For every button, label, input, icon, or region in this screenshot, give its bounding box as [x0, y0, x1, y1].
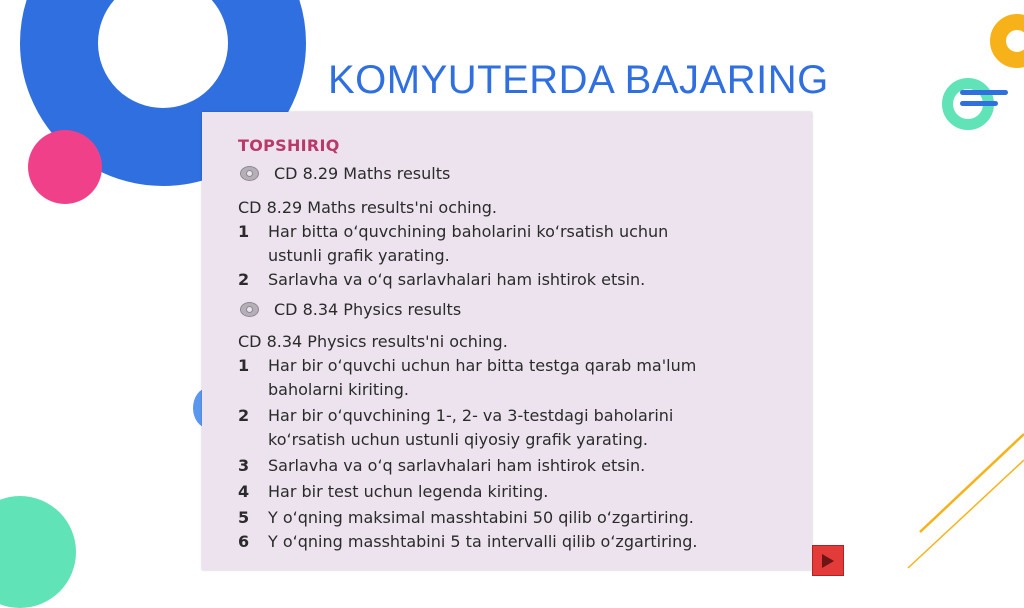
cd2-open-text: CD 8.34 Physics results'ni oching.	[238, 332, 508, 351]
pink-circle-decoration	[28, 130, 102, 204]
green-circle-decoration	[0, 496, 76, 608]
cd2-label: CD 8.34 Physics results	[274, 300, 462, 319]
cd-disc-icon	[238, 166, 260, 181]
cd1-row	[238, 164, 450, 183]
cd2-step-3: 3 Sarlavha va o‘q sarlavhalari ham ishtirok etsin.	[238, 456, 646, 475]
cd1-step-1: 1 Har bitta o‘quvchining baholarini ko‘rsatish uchun	[238, 222, 669, 241]
cd2-step-6: 6 Y o‘qning masshtabini 5 ta intervalli qilib o‘zgartiring.	[238, 532, 698, 551]
cd2-step-1-cont: baholarni kiriting.	[268, 380, 409, 399]
cd-disc-icon	[238, 302, 260, 317]
next-slide-button[interactable]	[812, 545, 844, 576]
cd2-row	[238, 300, 461, 319]
cd1-step-1-cont: ustunli grafik yarating.	[268, 246, 450, 265]
cd2-step-2: 2 Har bir o‘quvchining 1-, 2- va 3-testdagi baholarini	[238, 406, 674, 425]
task-heading: TOPSHIRIQ	[238, 136, 340, 155]
play-triangle-icon	[822, 554, 834, 568]
blue-bar-decoration-short	[960, 101, 998, 106]
blue-bar-decoration	[960, 90, 1008, 95]
cd2-step-4: 4 Har bir test uchun legenda kiriting.	[238, 482, 549, 501]
yellow-ring-decoration	[990, 14, 1024, 68]
cd1-step-2: 2 Sarlavha va o‘q sarlavhalari ham ishtirok etsin.	[238, 270, 646, 289]
cd2-step-2-cont: ko‘rsatish uchun ustunli qiyosiy grafik yarating.	[268, 430, 648, 449]
task-panel	[202, 112, 812, 570]
slide-title: KOMYUTERDA BAJARING	[328, 58, 829, 102]
cd2-step-1: 1 Har bir o‘quvchi uchun har bitta testga qarab ma'lum	[238, 356, 697, 375]
cd2-step-5: 5 Y o‘qning maksimal masshtabini 50 qilib o‘zgartiring.	[238, 508, 694, 527]
cd1-label: CD 8.29 Maths results	[274, 164, 451, 183]
diagonal-lines-decoration	[880, 420, 1024, 574]
cd1-open-text: CD 8.29 Maths results'ni oching.	[238, 198, 497, 217]
